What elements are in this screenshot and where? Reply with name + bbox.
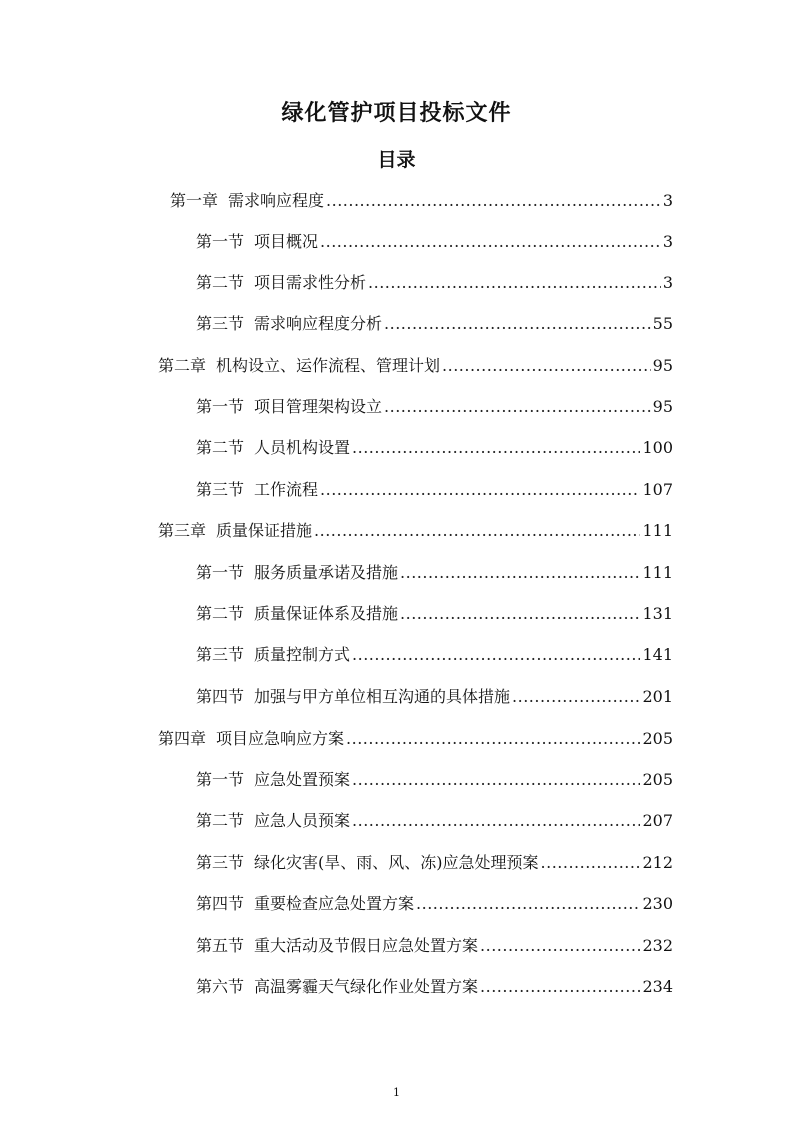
toc-entry-number: 第二章	[158, 356, 207, 375]
toc-entry-number: 第三节	[196, 853, 245, 872]
toc-entry-number: 第一章	[170, 191, 219, 210]
toc-entry-section[interactable]	[196, 767, 673, 791]
toc-leader-dots	[326, 191, 661, 210]
toc-entry-page: 232	[642, 936, 673, 955]
toc-entry-title: 项目需求性分析	[254, 273, 367, 292]
toc-leader-dots	[512, 687, 640, 706]
toc-entry-page: 212	[642, 853, 673, 872]
toc-entry-page: 230	[642, 894, 673, 913]
toc-entry-number: 第一节	[196, 770, 245, 789]
toc-entry-number: 第六节	[196, 977, 245, 996]
toc-leader-dots	[346, 729, 640, 748]
toc-entry-page: 205	[642, 729, 673, 748]
toc-leader-dots	[320, 232, 661, 251]
toc-entry-number: 第二节	[196, 273, 245, 292]
toc-leader-dots	[384, 314, 651, 333]
toc-leader-dots	[442, 356, 651, 375]
toc-entry-page: 207	[642, 811, 673, 830]
toc-entry-title: 需求响应程度分析	[254, 314, 383, 333]
toc-entry-page: 3	[662, 273, 673, 292]
toc-entry-title: 服务质量承诺及措施	[254, 563, 399, 582]
toc-entry-title: 项目应急响应方案	[216, 729, 345, 748]
toc-entry-section[interactable]	[196, 435, 673, 459]
toc-entry-title: 高温雾霾天气绿化作业处置方案	[254, 977, 479, 996]
toc-entry-title: 项目概况	[254, 232, 319, 251]
toc-entry-number: 第一节	[196, 563, 245, 582]
toc-entry-chapter-1[interactable]	[170, 188, 673, 212]
toc-entry-section[interactable]	[196, 974, 673, 998]
toc-entry-page: 100	[642, 438, 673, 457]
toc-leader-dots	[368, 273, 661, 292]
toc-entry-title: 机构设立、运作流程、管理计划	[216, 356, 441, 375]
toc-entry-section[interactable]	[196, 311, 673, 335]
toc-entry-section[interactable]	[196, 850, 673, 874]
document-title: 绿化管护项目投标文件	[281, 101, 512, 126]
toc-entry-number: 第四章	[158, 729, 207, 748]
toc-entry-section[interactable]	[196, 684, 673, 708]
toc-entry-number: 第二节	[196, 604, 245, 623]
toc-entry-section[interactable]	[196, 642, 673, 666]
toc-leader-dots	[480, 936, 640, 955]
toc-entry-page: 111	[642, 563, 673, 582]
toc-entry-page: 234	[642, 977, 673, 996]
toc-entry-section[interactable]	[196, 270, 673, 294]
toc-entry-title: 需求响应程度	[228, 191, 325, 210]
toc-leader-dots	[352, 438, 640, 457]
toc-entry-title: 质量保证体系及措施	[254, 604, 399, 623]
toc-leader-dots	[314, 521, 640, 540]
toc-entry-page: 141	[642, 645, 673, 664]
toc-entry-section[interactable]	[196, 477, 673, 501]
toc-leader-dots	[384, 397, 651, 416]
toc-leader-dots	[416, 894, 640, 913]
toc-heading: 目录	[377, 149, 416, 171]
toc-entry-title: 工作流程	[254, 480, 319, 499]
toc-entry-number: 第一节	[196, 397, 245, 416]
toc-leader-dots	[400, 604, 640, 623]
toc-entry-chapter-4[interactable]	[158, 726, 673, 750]
toc-entry-section[interactable]	[196, 891, 673, 915]
toc-entry-title: 重要检查应急处置方案	[254, 894, 415, 913]
toc-entry-page: 3	[662, 191, 673, 210]
toc-entry-title: 重大活动及节假日应急处置方案	[254, 936, 479, 955]
toc-leader-dots	[352, 770, 640, 789]
toc-entry-page: 95	[652, 356, 673, 375]
toc-leader-dots	[400, 563, 640, 582]
toc-entry-section[interactable]	[196, 933, 673, 957]
toc-entry-number: 第四节	[196, 894, 245, 913]
toc-entry-number: 第五节	[196, 936, 245, 955]
toc-entry-chapter-2[interactable]	[158, 353, 673, 377]
toc-entry-section[interactable]	[196, 601, 673, 625]
toc-entry-title: 应急人员预案	[254, 811, 351, 830]
toc-entry-title: 绿化灾害(旱、雨、风、冻)应急处理预案	[254, 853, 539, 872]
toc-entry-number: 第四节	[196, 687, 245, 706]
toc-entry-page: 205	[642, 770, 673, 789]
toc-entry-page: 95	[652, 397, 673, 416]
toc-entry-title: 人员机构设置	[254, 438, 351, 457]
toc-entry-section[interactable]	[196, 808, 673, 832]
toc-entry-number: 第二节	[196, 438, 245, 457]
toc-entry-number: 第一节	[196, 232, 245, 251]
toc-entry-number: 第三章	[158, 521, 207, 540]
toc-entry-page: 111	[642, 521, 673, 540]
toc-entry-chapter-3[interactable]	[158, 518, 673, 542]
toc-entry-section[interactable]	[196, 560, 673, 584]
toc-leader-dots	[541, 853, 641, 872]
toc-entry-number: 第三节	[196, 314, 245, 333]
toc-leader-dots	[320, 480, 640, 499]
toc-entry-section[interactable]	[196, 229, 673, 253]
toc-leader-dots	[480, 977, 640, 996]
toc-entry-title: 应急处置预案	[254, 770, 351, 789]
toc-entry-title: 加强与甲方单位相互沟通的具体措施	[254, 687, 511, 706]
toc-leader-dots	[352, 645, 640, 664]
toc-entry-page: 201	[642, 687, 673, 706]
page-number: 1	[393, 1086, 400, 1099]
toc-entry-section[interactable]	[196, 394, 673, 418]
toc-entry-page: 107	[642, 480, 673, 499]
toc-entry-number: 第二节	[196, 811, 245, 830]
toc-entry-number: 第三节	[196, 480, 245, 499]
toc-entry-page: 3	[662, 232, 673, 251]
toc-entry-title: 项目管理架构设立	[254, 397, 383, 416]
toc-entry-title: 质量保证措施	[216, 521, 313, 540]
toc-entry-page: 55	[652, 314, 673, 333]
toc-entry-number: 第三节	[196, 645, 245, 664]
toc-leader-dots	[352, 811, 640, 830]
toc-entry-title: 质量控制方式	[254, 645, 351, 664]
toc-entry-page: 131	[642, 604, 673, 623]
